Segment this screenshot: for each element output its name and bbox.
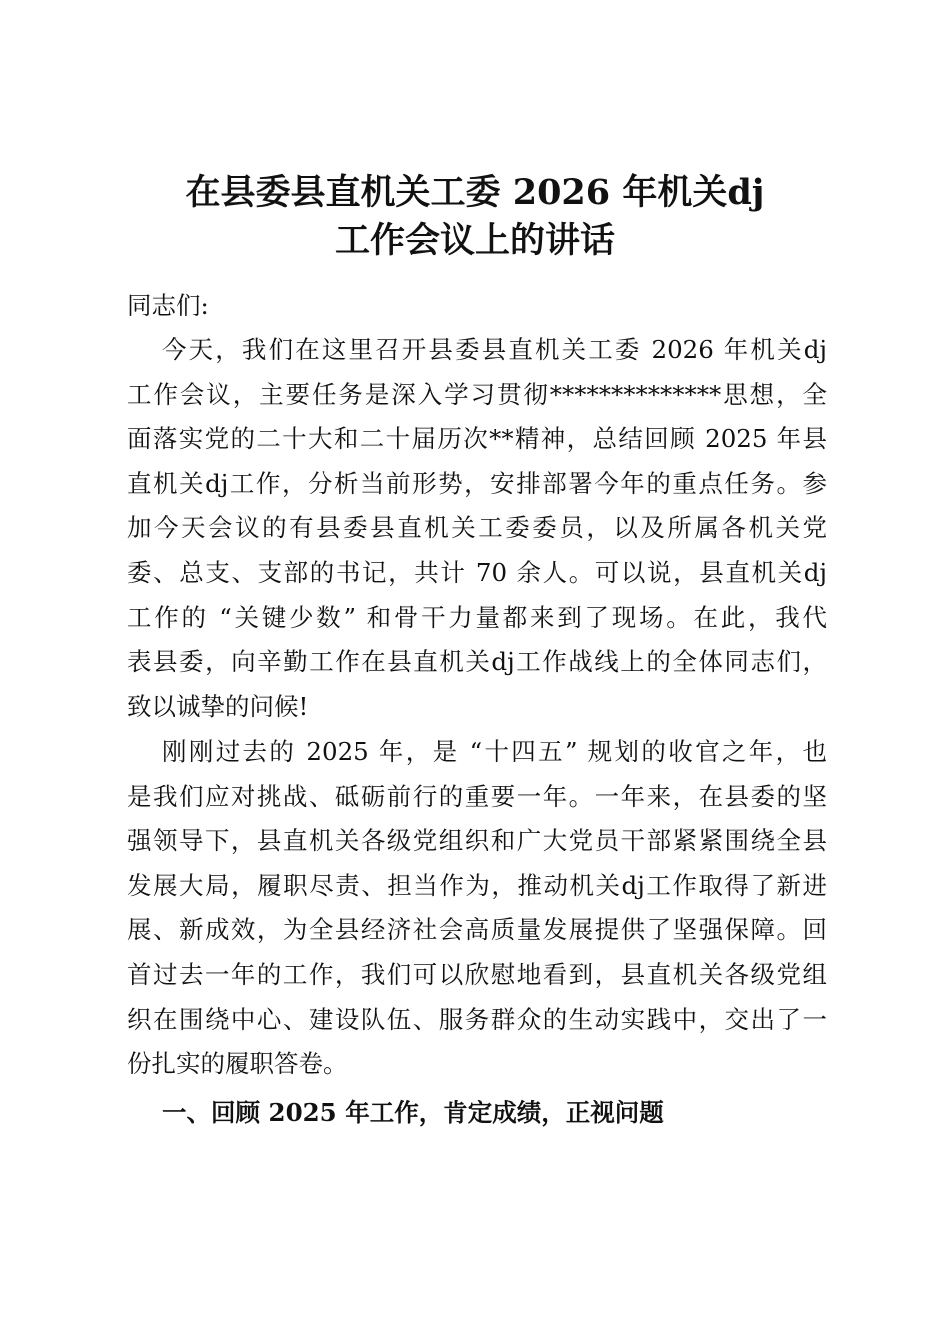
paragraph-line: 工作会议，主要任务是深入学习贯彻**************思想，全 (127, 379, 827, 409)
section-heading-1: 一、回顾 2025 年工作，肯定成绩，正视问题 (162, 1098, 664, 1127)
paragraph-opening (127, 328, 827, 729)
paragraph-line: 加今天会议的有县委县直机关工委委员，以及所属各机关党 (127, 513, 827, 543)
salutation: 同志们: (127, 291, 209, 320)
paragraph-line: 首过去一年的工作，我们可以欣慰地看到，县直机关各级党组 (127, 959, 827, 989)
document-title-line-2: 工作会议上的讲话 (334, 220, 615, 261)
paragraph-line: 工作的 “关键少数” 和骨干力量都来到了现场。在此，我代 (127, 602, 827, 632)
paragraph-line: 织在围绕中心、建设队伍、服务群众的生动实践中，交出了一 (127, 1004, 827, 1034)
paragraph-line: 刚刚过去的 2025 年，是 “十四五” 规划的收官之年，也 (162, 737, 827, 766)
paragraph-line: 直机关dj工作，分析当前形势，安排部署今年的重点任务。参 (127, 468, 827, 498)
paragraph-line: 是我们应对挑战、砥砺前行的重要一年。一年来，在县委的坚 (127, 781, 827, 811)
paragraph-line: 强领导下，县直机关各级党组织和广大党员干部紧紧围绕全县 (127, 826, 827, 856)
paragraph-line: 今天，我们在这里召开县委县直机关工委 2026 年机关dj (162, 335, 827, 364)
paragraph-line: 发展大局，履职尽责、担当作为，推动机关dj工作取得了新进 (127, 870, 827, 900)
paragraph-line: 委、总支、支部的书记，共计 70 余人。可以说，县直机关dj (127, 557, 827, 587)
paragraph-line: 表县委，向辛勤工作在县直机关dj工作战线上的全体同志们， (127, 647, 827, 677)
paragraph-line: 份扎实的履职答卷。 (127, 1049, 348, 1079)
paragraph-line: 展、新成效，为全县经济社会高质量发展提供了坚强保障。回 (127, 915, 827, 945)
paragraph-line: 致以诚挚的问候! (127, 691, 309, 721)
document-title-line-1: 在县委县直机关工委 2026 年机关dj (185, 172, 765, 213)
paragraph-line: 面落实党的二十大和二十届历次**精神，总结回顾 2025 年县 (127, 424, 827, 454)
paragraph-review (127, 730, 827, 1087)
